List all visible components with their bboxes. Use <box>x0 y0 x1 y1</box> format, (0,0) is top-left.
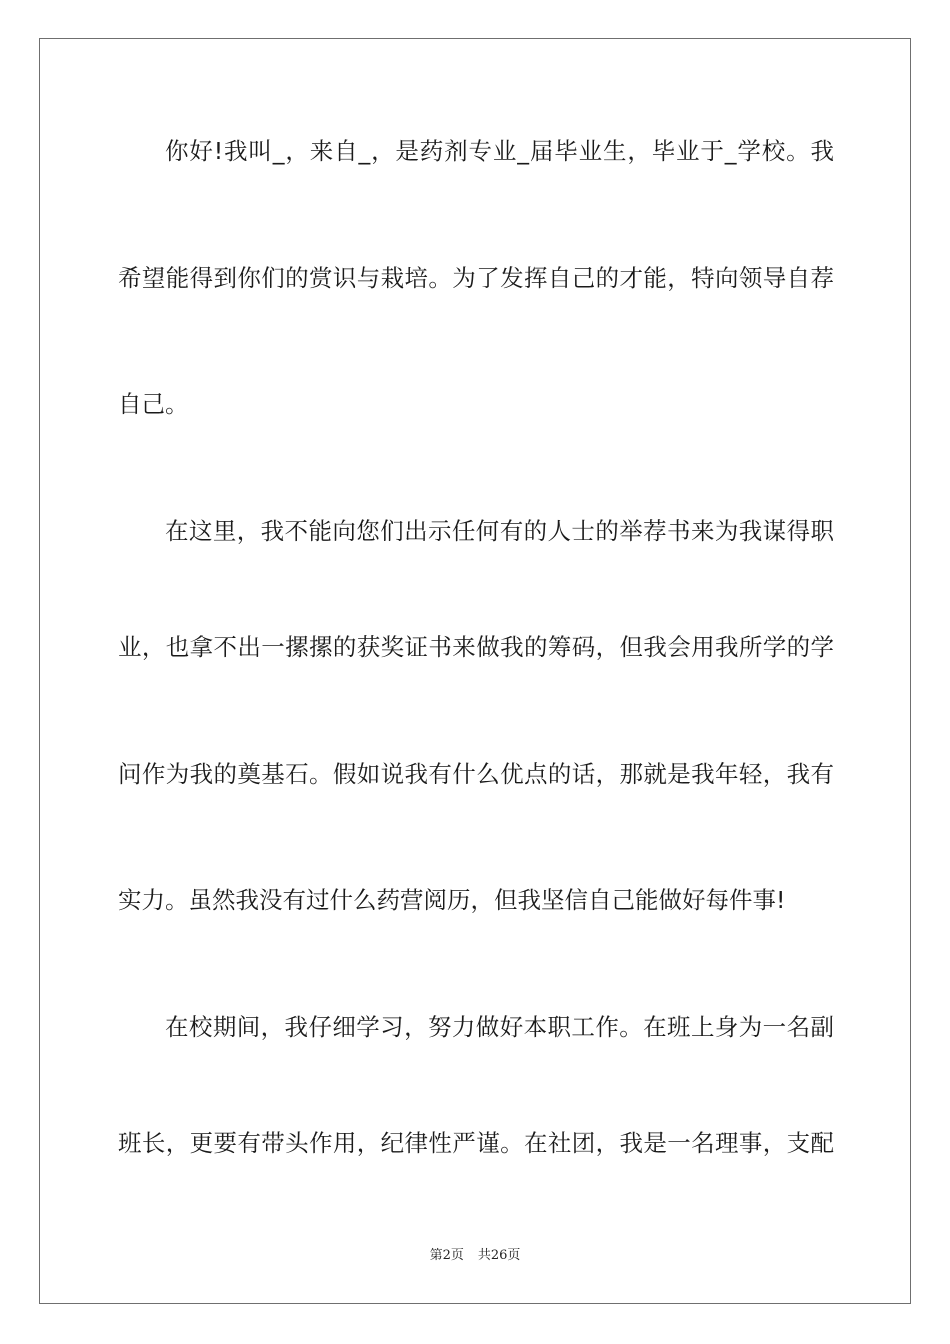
paragraph-3-line-1: 在校期间，我仔细学习，努力做好本职工作。在班上身为一名副 <box>165 1013 834 1041</box>
paragraph-2-line-3: 问作为我的奠基石。假如说我有什么优点的话，那就是我年轻，我有 <box>118 760 834 788</box>
paragraph-1-line-2: 希望能得到你们的赏识与栽培。为了发挥自己的才能，特向领导自荐 <box>118 264 834 292</box>
paragraph-2-line-4: 实力。虽然我没有过什么药营阅历，但我坚信自己能做好每件事! <box>118 886 786 914</box>
paragraph-2-line-1: 在这里，我不能向您们出示任何有的人士的举荐书来为我谋得职 <box>165 517 834 545</box>
current-page-label: 第2页 <box>429 1248 464 1263</box>
paragraph-2-line-2: 业，也拿不出一摞摞的获奖证书来做我的筹码，但我会用我所学的学 <box>118 633 834 661</box>
paragraph-1-line-1: 你好!我叫_，来自_，是药剂专业_届毕业生，毕业于_学校。我 <box>165 137 834 165</box>
paragraph-1-line-3: 自己。 <box>118 390 189 418</box>
paragraph-3-line-2: 班长，更要有带头作用，纪律性严谨。在社团，我是一名理事，支配 <box>118 1129 834 1157</box>
page-footer <box>0 1247 950 1265</box>
total-pages-label: 共26页 <box>477 1248 521 1263</box>
page-border <box>39 38 911 1304</box>
